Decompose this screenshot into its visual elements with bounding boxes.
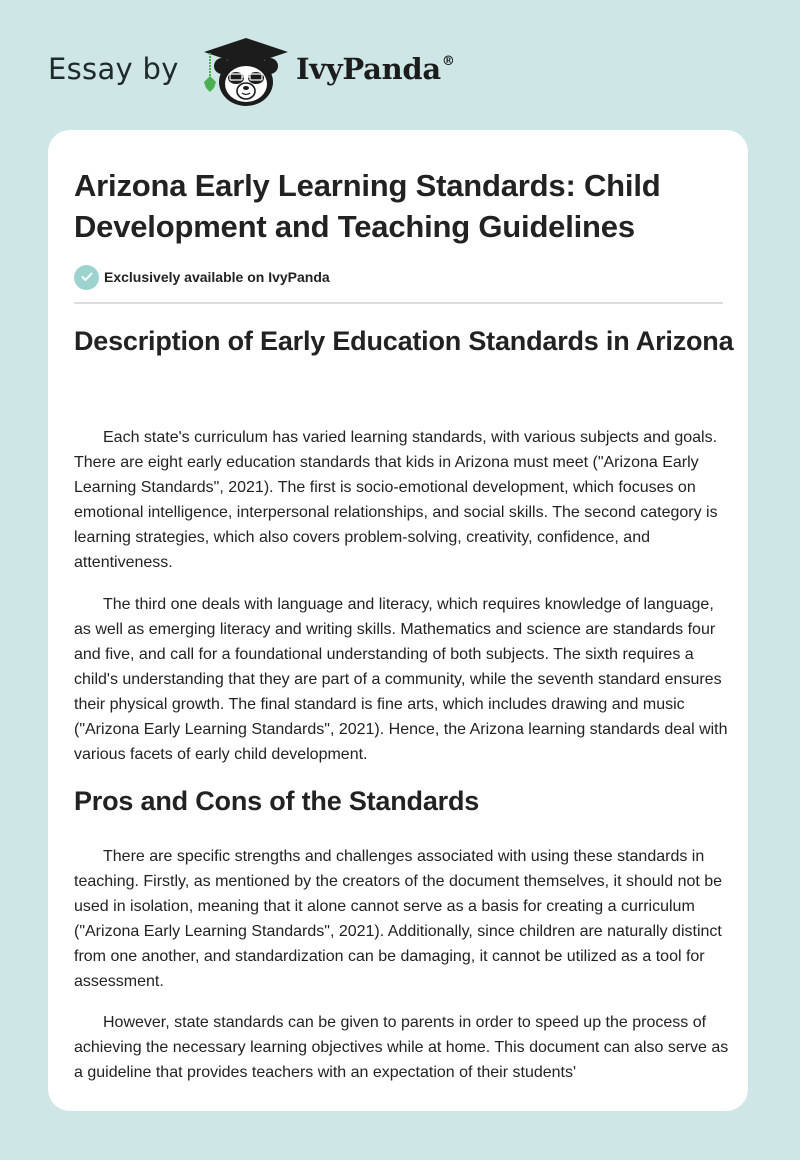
essay-card — [48, 130, 748, 1111]
essay-by-label: Essay by — [48, 52, 179, 86]
exclusive-badge — [74, 264, 330, 290]
paragraph: There are specific strengths and challenges associated with using these standards in teaching. Firstly, as mentioned by the creators of the document themselves, it should not be used in isolation, meaning that it alone cannot serve as a basis for creating a curriculum ("Arizona Early Learning Standards", 2021). Additionally, since children are naturally distinct from one another, and standardization can be damaging, it cannot be utilized as a tool for assessment. — [74, 848, 723, 990]
panda-graduate-logo-icon[interactable] — [200, 36, 292, 108]
site-header — [0, 0, 800, 130]
section-heading-pros-cons: Pros and Cons of the Standards — [74, 786, 480, 816]
section-heading-description: Description of Early Education Standards in Arizona — [74, 326, 734, 356]
brand-name[interactable] — [296, 52, 455, 86]
registered-mark: ® — [441, 54, 455, 69]
essay-title: Arizona Early Learning Standards: Child Development and Teaching Guidelines — [74, 168, 661, 244]
check-icon — [74, 265, 99, 290]
brand-name-text: IvyPanda — [296, 52, 441, 86]
exclusive-label: Exclusively available on IvyPanda — [104, 269, 330, 285]
paragraph: Each state's curriculum has varied learning standards, with various subjects and goals. There are eight early education standards that kids in Arizona must meet ("Arizona Early Learning Standards", 2021). The first is socio-emotional development, which focuses on emotional intelligence, interpersonal relationships, and social skills. The second category is learning strategies, which also covers problem-solving, creativity, confidence, and attentiveness. — [74, 429, 718, 571]
paragraph: However, state standards can be given to parents in order to speed up the process of achieving the necessary learning objectives while at home. This document can also serve as a guideline that provides teachers with an expectation of their students' — [74, 1014, 729, 1081]
title-divider — [74, 302, 723, 304]
paragraph: The third one deals with language and literacy, which requires knowledge of language, as well as emerging literacy and writing skills. Mathematics and science are standards four and five, and call for a foundational understanding of both subjects. The sixth requires a child's understanding that they are part of a community, while the seventh standard ensures their physical growth. The final standard is fine arts, which includes drawing and music ("Arizona Early Learning Standards", 2021). Hence, the Arizona learning standards deal with various facets of early child development. — [74, 596, 728, 763]
